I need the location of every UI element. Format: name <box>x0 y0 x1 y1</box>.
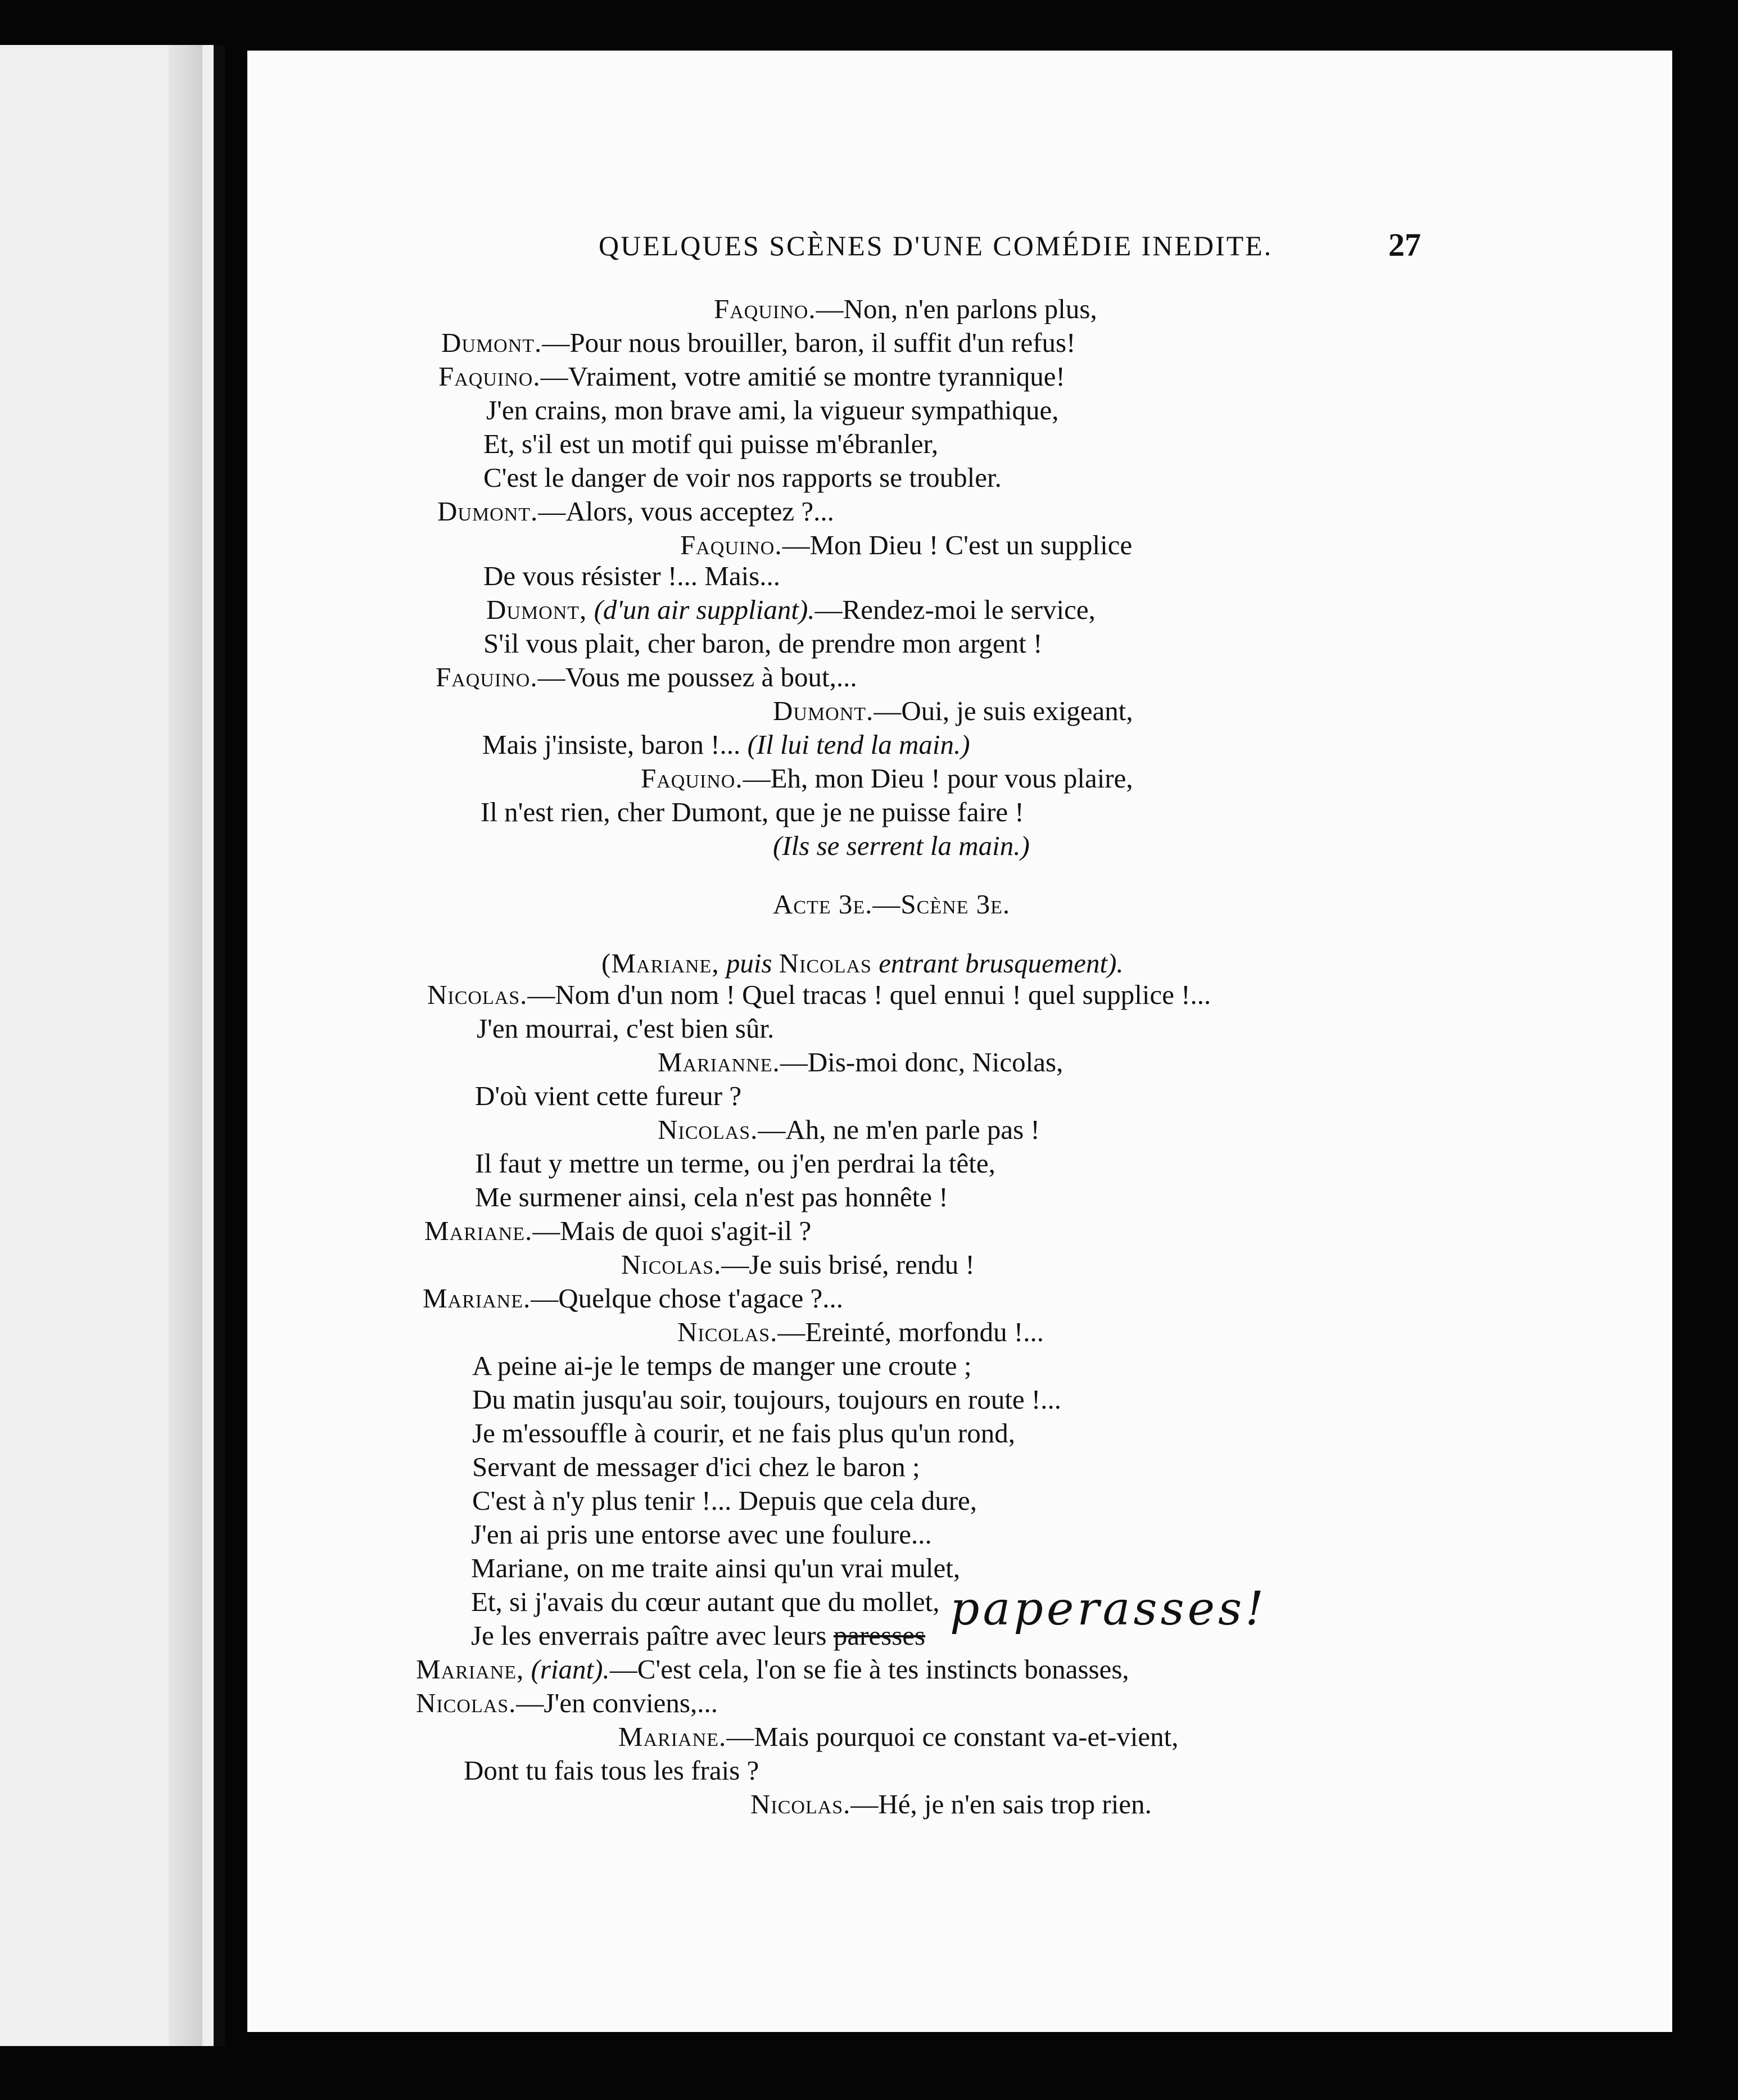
verse-line: Nicolas.—Ereinté, morfondu !... <box>677 1316 1044 1347</box>
verse-line: Je m'essouffle à courir, et ne fais plus qu'un rond, <box>472 1418 1015 1449</box>
verse-line: J'en mourrai, c'est bien sûr. <box>477 1013 775 1044</box>
stage-direction: (Ils se serrent la main.) <box>773 830 1030 861</box>
verse-line: S'il vous plait, cher baron, de prendre mon argent ! <box>483 628 1043 659</box>
verse-line: Dumont.—Alors, vous acceptez ?... <box>437 496 834 527</box>
verse-line: Dumont.—Oui, je suis exigeant, <box>773 695 1133 726</box>
book-page <box>247 51 1672 2032</box>
verse-line: Je les enverrais paître avec leurs paresses <box>471 1620 926 1651</box>
verse-line: J'en ai pris une entorse avec une foulure... <box>471 1519 932 1550</box>
verse-line: Marianne.—Dis-moi donc, Nicolas, <box>658 1047 1063 1078</box>
act-heading: Acte 3e.—Scène 3e. <box>773 889 1011 920</box>
verse-line: Faquino.—Vous me poussez à bout,... <box>436 662 857 693</box>
verse-line: Faquino.—Vraiment, votre amitié se montre tyrannique! <box>438 361 1065 392</box>
page-number: 27 <box>1388 227 1421 263</box>
verse-line: Nicolas.—Je suis brisé, rendu ! <box>621 1249 975 1280</box>
running-title: QUELQUES SCÈNES D'UNE COMÉDIE INEDITE. <box>599 230 1273 261</box>
scene-direction: (Mariane, puis Nicolas entrant brusquement). <box>601 948 1124 979</box>
verse-line: Nicolas.—J'en conviens,... <box>416 1687 718 1718</box>
verse-line: Il n'est rien, cher Dumont, que je ne puisse faire ! <box>481 796 1024 827</box>
verse-line: Mariane.—Quelque chose t'agace ?... <box>423 1283 843 1314</box>
verse-line: Mariane.—Mais pourquoi ce constant va-et-vient, <box>618 1721 1179 1752</box>
verse-line: Faquino.—Eh, mon Dieu ! pour vous plaire, <box>641 763 1133 794</box>
verse-line: Dont tu fais tous les frais ? <box>464 1755 759 1786</box>
verse-line: Mariane, (riant).—C'est cela, l'on se fie à tes instincts bonasses, <box>416 1654 1129 1685</box>
verse-line: A peine ai-je le temps de manger une croute ; <box>472 1350 972 1381</box>
verse-line: Mais j'insiste, baron !... (Il lui tend la main.) <box>482 729 970 760</box>
verse-line: Il faut y mettre un terme, ou j'en perdrai la tête, <box>475 1148 995 1179</box>
verse-line: Et, s'il est un motif qui puisse m'ébranler, <box>483 428 939 459</box>
verse-line: Dumont, (d'un air suppliant).—Rendez-moi le service, <box>486 594 1096 625</box>
verse-line: Me surmener ainsi, cela n'est pas honnête ! <box>475 1182 948 1212</box>
verse-line: Nicolas.—Ah, ne m'en parle pas ! <box>658 1114 1040 1145</box>
verse-line: Servant de messager d'ici chez le baron ; <box>472 1451 920 1482</box>
verse-line: De vous résister !... Mais... <box>483 560 781 591</box>
handwritten-correction: paperasses! <box>950 1582 1268 1636</box>
verse-line: Et, si j'avais du cœur autant que du mollet, <box>471 1586 940 1617</box>
verse-line: Mariane, on me traite ainsi qu'un vrai mulet, <box>471 1553 961 1583</box>
verse-line: Dumont.—Pour nous brouiller, baron, il suffit d'un refus! <box>441 327 1076 358</box>
verse-line: Du matin jusqu'au soir, toujours, toujours en route !... <box>472 1384 1061 1415</box>
verse-line: Mariane.—Mais de quoi s'agit-il ? <box>424 1215 812 1246</box>
verse-line: Nicolas.—Nom d'un nom ! Quel tracas ! quel ennui ! quel supplice !... <box>427 979 1211 1010</box>
verse-line: Nicolas.—Hé, je n'en sais trop rien. <box>750 1789 1152 1820</box>
verse-line: Faquino.—Non, n'en parlons plus, <box>714 293 1097 324</box>
verse-line: J'en crains, mon brave ami, la vigueur sympathique, <box>486 395 1059 426</box>
verse-line: D'où vient cette fureur ? <box>475 1080 742 1111</box>
verse-line: C'est à n'y plus tenir !... Depuis que cela dure, <box>472 1485 977 1516</box>
page-fold-shadow <box>169 45 202 2046</box>
verse-line: Faquino.—Mon Dieu ! C'est un supplice <box>680 529 1133 560</box>
struck-word: paresses <box>833 1620 926 1651</box>
verse-line: C'est le danger de voir nos rapports se troubler. <box>483 462 1002 493</box>
